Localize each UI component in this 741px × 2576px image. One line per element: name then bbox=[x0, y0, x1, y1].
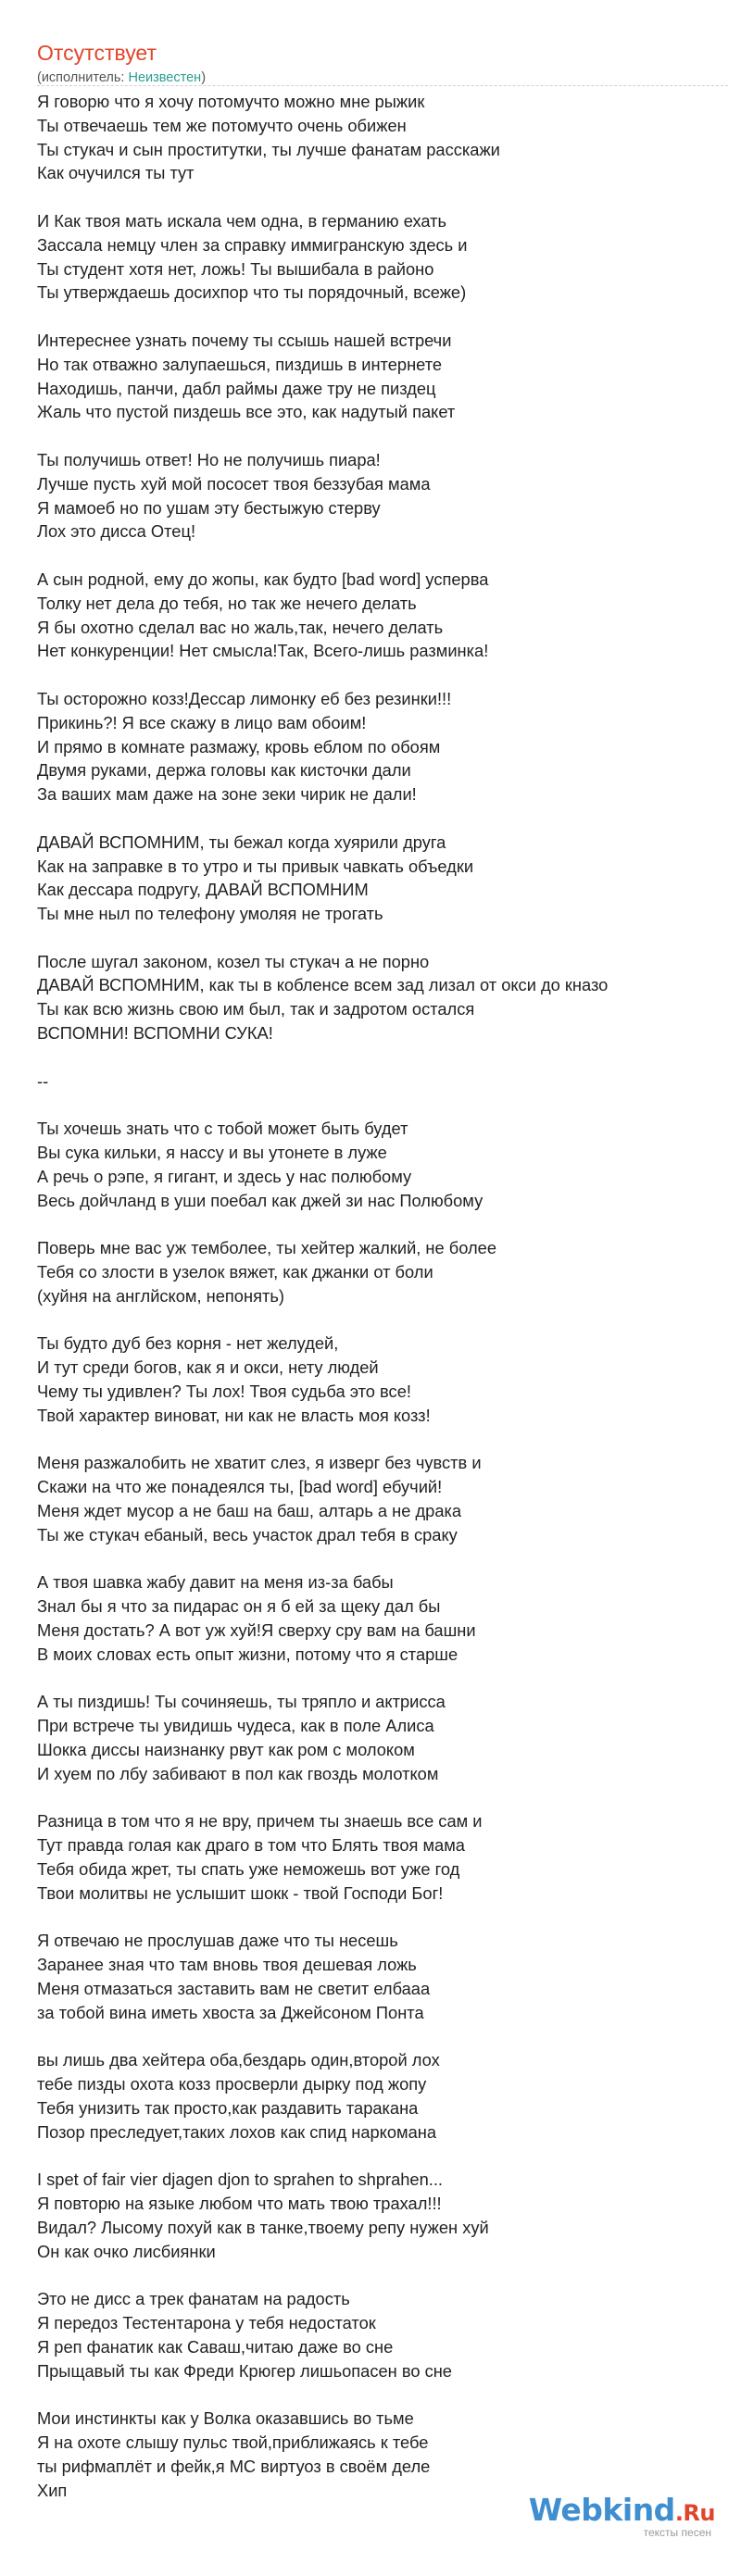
lyrics-line: В моих словах есть опыт жизни, потому что я старше bbox=[37, 1644, 458, 1664]
lyrics-line: Меня достать? А вот уж хуй!Я сверху сру вам на башни bbox=[37, 1620, 476, 1640]
lyrics-line: Толку нет дела до тебя, но так же нечего делать bbox=[37, 593, 417, 613]
lyrics-line: Ты стукач и сын проститутки, ты лучше фанатам расскажи bbox=[37, 139, 500, 159]
lyrics-line: Я повторю на языке любом что мать твою трахал!!! bbox=[37, 2194, 442, 2214]
artist-link[interactable]: Неизвестен bbox=[128, 70, 202, 85]
lyrics-line: Но так отважно залупаешься, пиздишь в интернете bbox=[37, 354, 443, 374]
lyrics-line: Ты хочешь знать что с тобой может быть будет bbox=[37, 1119, 408, 1139]
lyrics-line: Прикинь?! Я все скажу в лицо вам обоим! bbox=[37, 712, 367, 732]
lyrics-line: И тут среди богов, как я и окси, нету людей bbox=[37, 1357, 379, 1378]
lyrics-line: Твои молитвы не услышит шокк - твой Господи Бог! bbox=[37, 1882, 444, 1903]
lyrics-blank-line bbox=[37, 1667, 722, 1691]
lyrics-line: Ты отвечаешь тем же потомучто очень обижен bbox=[37, 115, 407, 135]
lyrics-line: Ты получишь ответ! Но не получишь пиара! bbox=[37, 449, 381, 469]
lyrics-line: Он как очко лисбиянки bbox=[37, 2241, 216, 2261]
lyrics-blank-line bbox=[37, 663, 722, 687]
header-divider bbox=[37, 85, 728, 86]
lyrics-blank-line bbox=[37, 1547, 722, 1571]
lyrics-blank-line bbox=[37, 2383, 722, 2407]
lyrics-blank-line bbox=[37, 926, 722, 950]
lyrics-line: Ты же стукач ебаный, весь участок драл тебя в сраку bbox=[37, 1524, 458, 1544]
watermark-logo bbox=[528, 2492, 715, 2528]
lyrics-line: А твоя шавка жабу давит на меня из-за бабы bbox=[37, 1572, 394, 1593]
lyrics-blank-line bbox=[37, 305, 722, 329]
lyrics-body bbox=[37, 90, 722, 2502]
watermark-subtitle: тексты песен bbox=[643, 2526, 711, 2539]
lyrics-line: Как дессара подругу, ДАВАЙ ВСПОМНИМ bbox=[37, 880, 369, 900]
lyrics-line: Меня разжалобить не хватит слез, я изверг без чувств и bbox=[37, 1453, 482, 1473]
lyrics-line: за тобой вина иметь хвоста за Джейсоном Понта bbox=[37, 2002, 424, 2022]
lyrics-line: Находишь, панчи, дабл раймы даже тру не пиздец bbox=[37, 378, 436, 398]
lyrics-blank-line bbox=[37, 424, 722, 448]
lyrics-line: Ты осторожно козз!Дессар лимонку еб без резинки!!! bbox=[37, 688, 452, 708]
lyrics-line: И Как твоя мать искала чем одна, в германию ехать bbox=[37, 210, 447, 231]
lyrics-blank-line bbox=[37, 2025, 722, 2049]
lyrics-line: вы лишь два хейтера оба,бездарь один,второй лох bbox=[37, 2050, 440, 2070]
lyrics-line: Ты будто дуб без корня - нет желудей, bbox=[37, 1333, 339, 1354]
lyrics-line: Жаль что пустой пиздешь все это, как надутый пакет bbox=[37, 402, 456, 422]
lyrics-line: Меня отмазаться заставить вам не светит елбааа bbox=[37, 1978, 431, 1998]
lyrics-line: Лох это дисса Отец! bbox=[37, 521, 196, 542]
lyrics-line: Заранее зная что там вновь твоя дешевая ложь bbox=[37, 1955, 417, 1975]
lyrics-line: Я бы охотно сделал вас но жаль,так, нечего делать bbox=[37, 617, 444, 637]
lyrics-blank-line bbox=[37, 1308, 722, 1332]
lyrics-line: Разница в том что я не вру, причем ты знаешь все сам и bbox=[37, 1811, 483, 1832]
song-header bbox=[37, 39, 704, 87]
lyrics-line: Видал? Лысому похуй как в танке,твоему репу нужен хуй bbox=[37, 2217, 489, 2237]
lyrics-line: ты рифмаплёт и фейк,я МС виртуоз в своём деле bbox=[37, 2456, 431, 2476]
lyrics-line: Интереснее узнать почему ты ссышь нашей встречи bbox=[37, 330, 452, 350]
lyrics-line: Хип bbox=[37, 2480, 68, 2500]
lyrics-line: ДАВАЙ ВСПОМНИМ, ты бежал когда хуярили друга bbox=[37, 832, 446, 852]
lyrics-blank-line bbox=[37, 807, 722, 831]
lyrics-line: Зассала немцу член за справку иммигранскую здесь и bbox=[37, 234, 468, 255]
lyrics-blank-line bbox=[37, 1428, 722, 1452]
lyrics-line: Тебя со злости в узелок вяжет, как джанки от боли bbox=[37, 1262, 433, 1282]
lyrics-line: А сын родной, ему до жопы, как будто [bad word] усперва bbox=[37, 569, 489, 589]
artist-suffix: ) bbox=[201, 70, 207, 85]
lyrics-line: Я говорю что я хочу потомучто можно мне рыжик bbox=[37, 92, 425, 111]
lyrics-line: -- bbox=[37, 1070, 49, 1091]
lyrics-line: Шокка диссы наизнанку рвут как ром с молоком bbox=[37, 1739, 415, 1759]
lyrics-line: Ты как всю жизнь свою им был, так и задротом остался bbox=[37, 999, 475, 1019]
lyrics-line: При встрече ты увидишь чудеса, как в поле Алиса bbox=[37, 1716, 434, 1736]
lyrics-line: ДАВАЙ ВСПОМНИМ, как ты в кобленсе всем зад лизал от окси до кназо bbox=[37, 975, 609, 995]
lyrics-line: А речь о рэпе, я гигант, и здесь у нас полюбому bbox=[37, 1166, 412, 1186]
lyrics-line: Мои инстинкты как у Волка оказавшись во тьме bbox=[37, 2408, 414, 2429]
lyrics-line: Поверь мне вас уж темболее, ты хейтер жалкий, не более bbox=[37, 1238, 497, 1258]
lyrics-line: Весь дойчланд в уши поебал как джей зи нас Полюбому bbox=[37, 1190, 484, 1210]
lyrics-line: Тут правда голая как драго в том что Блять твоя мама bbox=[37, 1835, 465, 1856]
lyrics-blank-line bbox=[37, 1786, 722, 1810]
site-watermark bbox=[528, 2492, 715, 2539]
lyrics-line: Знал бы я что за пидарас он я б ей за щеку дал бы bbox=[37, 1596, 441, 1617]
lyrics-blank-line bbox=[37, 1045, 722, 1069]
artist-prefix: (исполнитель: bbox=[37, 70, 129, 85]
lyrics-blank-line bbox=[37, 1093, 722, 1117]
lyrics-blank-line bbox=[37, 1212, 722, 1236]
lyrics-line: Я реп фанатик как Саваш,читаю даже во сне bbox=[37, 2336, 394, 2357]
lyrics-line: (хуйня на англйском, непонять) bbox=[37, 1285, 284, 1306]
watermark-brand: Webkind bbox=[528, 2492, 675, 2528]
lyrics-line: Я мамоеб но по ушам эту бестыжую стерву bbox=[37, 497, 381, 518]
lyrics-line: I spet of fair vier djagen djon to sprahen to shprahen... bbox=[37, 2170, 444, 2190]
lyrics-blank-line bbox=[37, 2145, 722, 2169]
lyrics-line: Тебя унизить так просто,как раздавить таракана bbox=[37, 2097, 419, 2118]
lyrics-line: И хуем по лбу забивают в пол как гвоздь молотком bbox=[37, 1763, 439, 1783]
watermark-tld: .Ru bbox=[674, 2500, 715, 2526]
lyrics-line: Как очучился ты тут bbox=[37, 163, 195, 183]
lyrics-line: Твой характер виноват, ни как не власть моя козз! bbox=[37, 1405, 431, 1425]
lyrics-line: Меня ждет мусор а не баш на баш, алтарь а не драка bbox=[37, 1501, 462, 1521]
lyrics-line: Я отвечаю не прослушав даже что ты несешь bbox=[37, 1931, 398, 1951]
song-title: Отсутствует bbox=[37, 41, 157, 65]
lyrics-line: А ты пиздишь! Ты сочиняешь, ты тряпло и актрисса bbox=[37, 1692, 446, 1712]
lyrics-line: Ты утверждаешь досихпор что ты порядочный, всеже) bbox=[37, 282, 467, 303]
lyrics-blank-line bbox=[37, 544, 722, 568]
lyrics-line: Вы сука кильки, я нассу и вы утонете в луже bbox=[37, 1143, 387, 1163]
lyrics-line: тебе пизды охота козз просверли дырку под жопу bbox=[37, 2074, 427, 2095]
lyrics-line: Ты мне ныл по телефону умоляя не трогать bbox=[37, 904, 383, 924]
lyrics-line: Прыщавый ты как Фреди Крюгер лишьопасен во сне bbox=[37, 2360, 452, 2381]
lyrics-blank-line bbox=[37, 185, 722, 209]
artist-line bbox=[37, 69, 704, 87]
lyrics-line: Чему ты удивлен? Ты лох! Твоя судьба это все! bbox=[37, 1382, 411, 1402]
lyrics-line: Нет конкуренции! Нет смысла!Так, Всего-лишь разминка! bbox=[37, 641, 489, 661]
lyrics-blank-line bbox=[37, 1906, 722, 1930]
lyrics-line: Тебя обида жрет, ты спать уже неможешь вот уже год bbox=[37, 1858, 460, 1879]
lyrics-line: Двумя руками, держа головы как кисточки дали bbox=[37, 760, 411, 781]
lyrics-line: После шугал законом, козел ты стукач а не порно bbox=[37, 951, 430, 971]
lyrics-line: Это не дисс а трек фанатам на радость bbox=[37, 2289, 350, 2309]
lyrics-line: За ваших мам даже на зоне зеки чирик не дали! bbox=[37, 784, 417, 805]
lyrics-line: И прямо в комнате размажу, кровь еблом по обоям bbox=[37, 736, 441, 757]
lyrics-blank-line bbox=[37, 2264, 722, 2288]
lyrics-line: Скажи на что же понадеялся ты, [bad word] ебучий! bbox=[37, 1477, 443, 1497]
lyrics-line: ВСПОМНИ! ВСПОМНИ СУКА! bbox=[37, 1023, 273, 1044]
lyrics-line: Я передоз Тестентарона у тебя недостаток bbox=[37, 2313, 376, 2333]
lyrics-line: Я на охоте слышу пульс твой,приближаясь к тебе bbox=[37, 2432, 429, 2453]
lyrics-line: Как на заправке в то утро и ты привык чавкать объедки bbox=[37, 856, 474, 876]
lyrics-line: Позор преследует,таких лохов как спид наркомана bbox=[37, 2121, 437, 2142]
lyrics-line: Лучше пусть хуй мой пососет твоя беззубая мама bbox=[37, 473, 431, 494]
lyrics-line: Ты студент хотя нет, ложь! Ты вышибала в районо bbox=[37, 258, 434, 279]
